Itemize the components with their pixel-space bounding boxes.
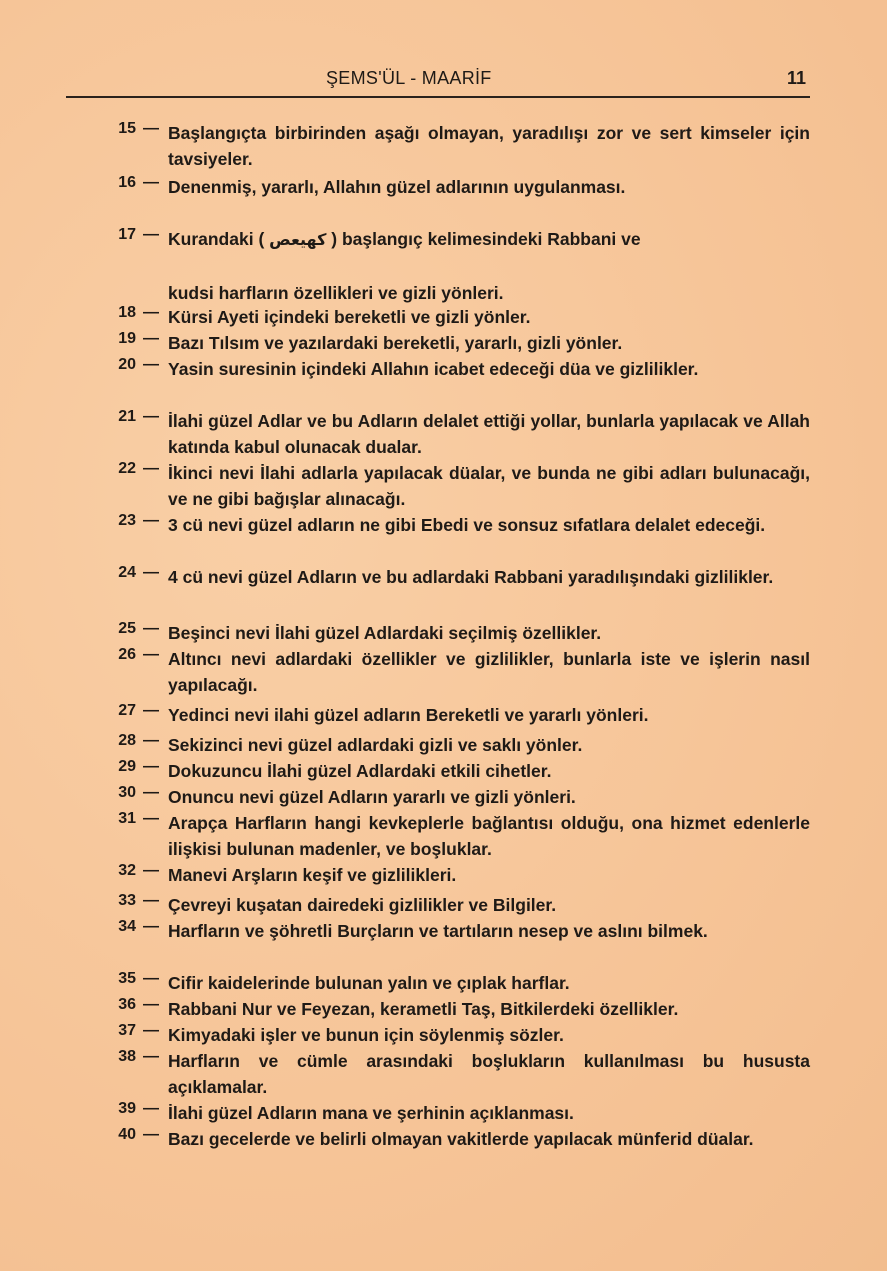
item-dash: — [143,174,159,191]
item-dash: — [143,460,159,477]
item-text-before: Kurandaki ( [168,229,265,249]
item-number: 18 [118,304,136,321]
item-number: 21 [118,408,136,425]
item-dash: — [143,892,159,909]
item-text: Kimyadaki işler ve bunun için söylenmiş sözler. [168,1025,564,1045]
header-rule [66,96,810,98]
item-number: 20 [118,356,136,373]
item-number: 39 [118,1100,136,1117]
item-text: Çevreyi kuşatan dairedeki gizlilikler ve Bilgiler. [168,895,557,915]
item-dash: — [143,1126,159,1143]
page-number: 11 [786,68,806,88]
item-dash: — [143,810,159,827]
item-number: 40 [118,1126,136,1143]
item-text: Cifir kaidelerinde bulunan yalın ve çıplak harflar. [168,973,570,993]
item-dash: — [143,1100,159,1117]
item-dash: — [143,758,159,775]
item-dash: — [143,646,159,663]
item-text-continuation: kudsi harfların özellikleri ve gizli yönleri. [168,283,504,303]
item-dash: — [143,1022,159,1039]
item-dash: — [143,120,159,137]
item-number: 36 [118,996,136,1013]
item-number: 23 [118,512,136,529]
item-text: Yasin suresinin içindeki Allahın icabet edeceği düa ve gizlilikler. [168,359,699,379]
item-text: 4 cü nevi güzel Adların ve bu adlardaki Rabbani yaradılışındaki gizlilikler. [168,567,774,587]
item-text: Denenmiş, yararlı, Allahın güzel adlarının uygulanması. [168,177,626,197]
item-number: 31 [118,810,136,827]
item-number: 19 [118,330,136,347]
item-dash: — [143,356,159,373]
item-dash: — [143,862,159,879]
item-text: Bazı gecelerde ve belirli olmayan vakitlerde yapılacak münferid düalar. [168,1129,754,1149]
item-text: Beşinci nevi İlahi güzel Adlardaki seçilmiş özellikler. [168,623,602,643]
item-text: Manevi Arşların keşif ve gizlilikleri. [168,865,457,885]
item-number: 37 [118,1022,136,1039]
page-header [66,62,810,94]
item-number: 26 [118,646,136,663]
item-text: Altıncı nevi adlardaki özellikler ve gizlilikler, bunlarla iste ve işlerin nasıl yapılacağı. [168,649,810,695]
item-number: 28 [118,732,136,749]
item-number: 22 [118,460,136,477]
item-number: 30 [118,784,136,801]
item-text: İkinci nevi İlahi adlarla yapılacak düalar, ve bunda ne gibi adları bulunacağı, ve ne gibi bağışlar alınacağı. [168,463,810,509]
item-text: Harfların ve cümle arasındaki boşlukların kullanılması bu hususta açıklamalar. [168,1051,810,1097]
item-dash: — [143,330,159,347]
item-dash: — [143,996,159,1013]
item-text: Onuncu nevi güzel Adların yararlı ve gizli yönleri. [168,787,576,807]
item-number: 34 [118,918,136,935]
item-number: 35 [118,970,136,987]
item-text-after: ) başlangıç kelimesindeki Rabbani ve [331,229,641,249]
item-dash: — [143,564,159,581]
item-text: Harfların ve şöhretli Burçların ve tartıların nesep ve aslını bilmek. [168,921,708,941]
item-number: 33 [118,892,136,909]
item-text: Dokuzuncu İlahi güzel Adlardaki etkili cihetler. [168,761,552,781]
item-text: Rabbani Nur ve Feyezan, kerametli Taş, Bitkilerdeki özellikler. [168,999,679,1019]
item-number: 25 [118,620,136,637]
item-text: İlahi güzel Adların mana ve şerhinin açıklanması. [168,1103,574,1123]
item-dash: — [143,304,159,321]
item-dash: — [143,784,159,801]
item-dash: — [143,1048,159,1065]
item-number: 16 [118,174,136,191]
item-dash: — [143,732,159,749]
arabic-word: كهيعص [269,230,327,249]
item-number: 32 [118,862,136,879]
item-text [168,226,810,253]
item-text: 3 cü nevi güzel adların ne gibi Ebedi ve sonsuz sıfatlara delalet edeceği. [168,515,766,535]
item-dash: — [143,702,159,719]
item-dash: — [143,918,159,935]
item-text: Sekizinci nevi güzel adlardaki gizli ve saklı yönler. [168,735,583,755]
item-dash: — [143,226,159,243]
item-dash: — [143,512,159,529]
item-text: Bazı Tılsım ve yazılardaki bereketli, yararlı, gizli yönler. [168,333,623,353]
item-text: İlahi güzel Adlar ve bu Adların delalet ettiği yollar, bunlarla yapılacak ve Allah katında kabul olunacak dualar. [168,411,810,457]
item-number: 17 [118,226,136,243]
item-dash: — [143,408,159,425]
item-dash: — [143,620,159,637]
item-dash: — [143,970,159,987]
item-number: 38 [118,1048,136,1065]
item-number: 27 [118,702,136,719]
item-text: Arapça Harfların hangi kevkeplerle bağlantısı olduğu, ona hizmet edenlerle ilişkisi bulunan madenler, ve boşluklar. [168,813,810,859]
item-text: Kürsi Ayeti içindeki bereketli ve gizli yönler. [168,307,531,327]
item-text: Yedinci nevi ilahi güzel adların Bereketli ve yararlı yönleri. [168,705,649,725]
item-number: 15 [118,120,136,137]
running-title: ŞEMS'ÜL - MAARİF [326,68,492,88]
item-number: 29 [118,758,136,775]
item-text: Başlangıçta birbirinden aşağı olmayan, yaradılışı zor ve sert kimseler için tavsiyeler. [168,123,810,169]
item-number: 24 [118,564,136,581]
